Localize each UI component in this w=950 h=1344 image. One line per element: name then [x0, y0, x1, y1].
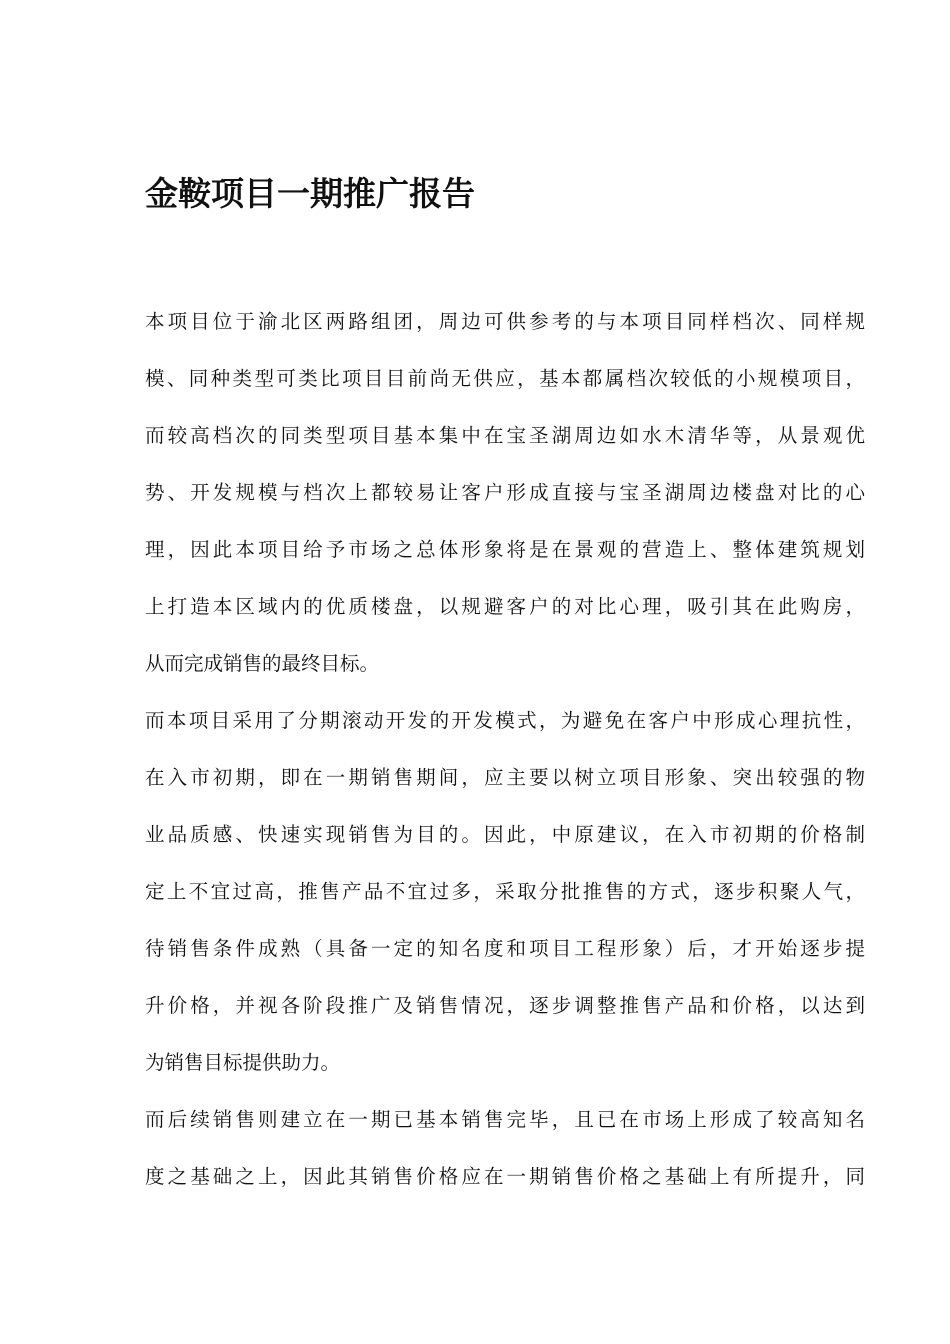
paragraph-line: 本项目位于渝北区两路组团，周边可供参考的与本项目同样档次、同样规: [145, 310, 865, 333]
paragraph-line: 在入市初期，即在一期销售期间，应主要以树立项目形象、突出较强的物: [145, 766, 865, 789]
paragraph-line: 模、同种类型可类比项目目前尚无供应，基本都属档次较低的小规模项目，: [145, 367, 865, 390]
paragraph-follow-up-sales: [145, 1110, 865, 1224]
paragraph-line: 业品质感、快速实现销售为目的。因此，中原建议，在入市初期的价格制: [145, 823, 865, 846]
document-title: 金鞍项目一期推广报告: [145, 174, 475, 213]
paragraph-line: 势、开发规模与档次上都较易让客户形成直接与宝圣湖周边楼盘对比的心: [145, 481, 865, 504]
paragraph-line: 定上不宜过高，推售产品不宜过多，采取分批推售的方式，逐步积聚人气，: [145, 880, 865, 903]
paragraph-line: 而后续销售则建立在一期已基本销售完毕，且已在市场上形成了较高知名: [145, 1108, 865, 1131]
paragraph-location-analysis: [145, 312, 865, 711]
paragraph-line: 理，因此本项目给予市场之总体形象将是在景观的营造上、整体建筑规划: [145, 538, 865, 561]
paragraph-line: 而本项目采用了分期滚动开发的开发模式，为避免在客户中形成心理抗性，: [145, 709, 865, 732]
paragraph-line: 而较高档次的同类型项目基本集中在宝圣湖周边如水木清华等，从景观优: [145, 424, 865, 447]
paragraph-sales-strategy: [145, 711, 865, 1110]
paragraph-line: 升价格，并视各阶段推广及销售情况，逐步调整推售产品和价格，以达到: [145, 994, 865, 1017]
paragraph-line: 为销售目标提供助力。: [145, 1051, 341, 1074]
paragraph-line: 度之基础之上，因此其销售价格应在一期销售价格之基础上有所提升，同: [145, 1165, 865, 1188]
paragraph-line: 上打造本区域内的优质楼盘，以规避客户的对比心理，吸引其在此购房，: [145, 595, 865, 618]
paragraph-line: 从而完成销售的最终目标。: [145, 652, 380, 675]
paragraph-line: 待销售条件成熟（具备一定的知名度和项目工程形象）后，才开始逐步提: [145, 937, 865, 960]
